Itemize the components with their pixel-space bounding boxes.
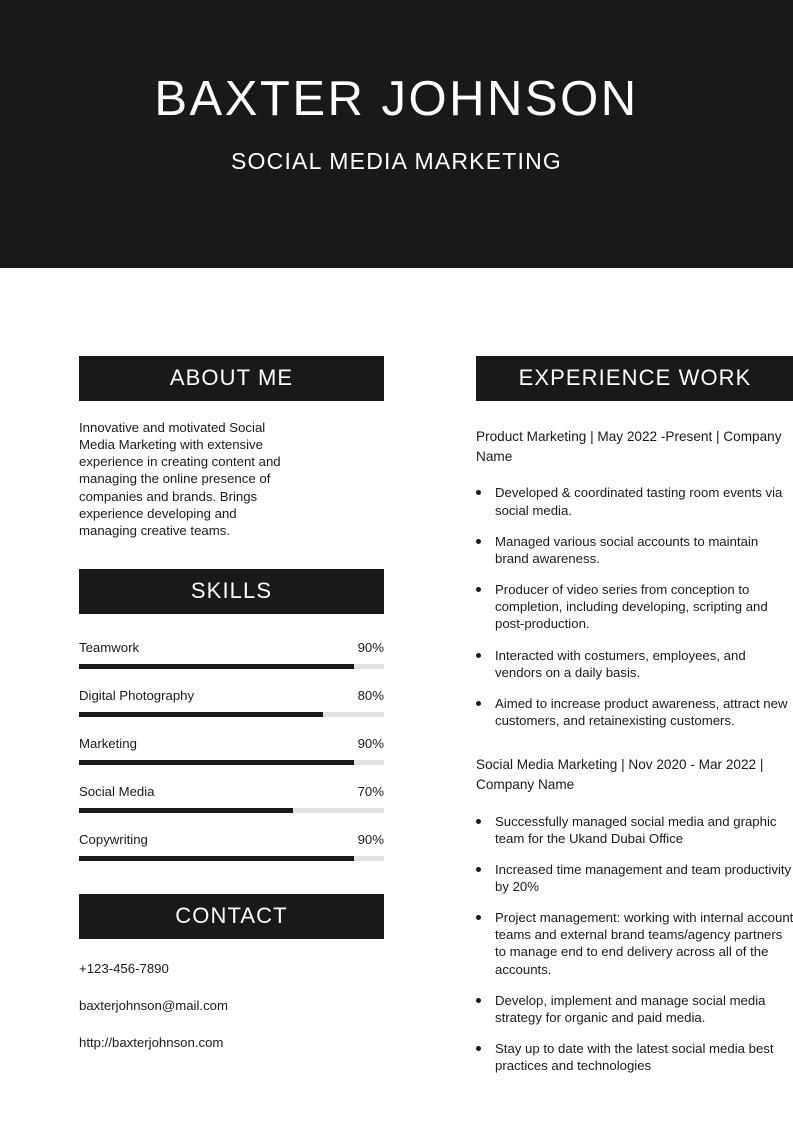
- skill-progress-track: [79, 808, 384, 813]
- skill-item: [79, 784, 384, 813]
- skill-item: [79, 640, 384, 669]
- left-column: [79, 356, 384, 1088]
- skill-value: 90%: [357, 736, 384, 752]
- job-bullet: Develop, implement and manage social media strategy for organic and paid media.: [476, 992, 793, 1026]
- page-title: BAXTER JOHNSON: [154, 71, 639, 126]
- job-title: Product Marketing | May 2022 -Present | Company Name: [476, 429, 782, 464]
- contact-website[interactable]: http://baxterjohnson.com: [79, 1035, 224, 1051]
- contact-list: [79, 961, 384, 1050]
- job-title: Social Media Marketing | Nov 2020 - Mar 2022 | Company Name: [476, 757, 764, 792]
- skill-label: Digital Photography: [79, 688, 195, 704]
- skill-label: Marketing: [79, 736, 137, 752]
- skill-item: [79, 832, 384, 861]
- experience-entry: [476, 755, 793, 1074]
- skills-list: [79, 640, 384, 861]
- job-bullet: Project management: working with internal account teams and external brand teams/agency partners to manage end to end delivery across all of the accounts.: [476, 909, 793, 978]
- job-bullets: [476, 813, 793, 1075]
- skill-label: Copywriting: [79, 832, 148, 848]
- job-bullet: Successfully managed social media and graphic team for the Ukand Dubai Office: [476, 813, 793, 847]
- skill-progress-fill: [79, 664, 354, 669]
- experience-entry: [476, 427, 793, 729]
- job-bullet: Developed & coordinated tasting room events via social media.: [476, 484, 793, 518]
- skill-value: 80%: [357, 688, 384, 704]
- skill-label: Teamwork: [79, 640, 140, 656]
- skill-progress-track: [79, 760, 384, 765]
- contact-email[interactable]: baxterjohnson@mail.com: [79, 998, 228, 1014]
- job-bullet: Stay up to date with the latest social media best practices and technologies: [476, 1040, 793, 1074]
- skill-progress-track: [79, 712, 384, 717]
- contact-section-heading: CONTACT: [79, 894, 384, 939]
- skill-progress-fill: [79, 808, 293, 813]
- about-text: Innovative and motivated Social Media Marketing with extensive experience in creating content and managing the online presence of companies and brands. Brings experience developing and managing creative teams.: [79, 420, 281, 538]
- skill-value: 70%: [357, 784, 384, 800]
- about-section-heading: ABOUT ME: [79, 356, 384, 401]
- resume-body: [0, 268, 793, 1088]
- job-bullet: Aimed to increase product awareness, attract new customers, and retainexisting customers.: [476, 695, 793, 729]
- resume-header: [0, 0, 793, 268]
- header-subtitle: SOCIAL MEDIA MARKETING: [231, 148, 562, 175]
- contact-phone: +123-456-7890: [79, 961, 169, 977]
- job-bullet: Managed various social accounts to maintain brand awareness.: [476, 533, 793, 567]
- skills-section-heading: SKILLS: [79, 569, 384, 614]
- skill-progress-fill: [79, 760, 354, 765]
- skill-label: Social Media: [79, 784, 155, 800]
- skill-item: [79, 736, 384, 765]
- job-bullet: Interacted with costumers, employees, and vendors on a daily basis.: [476, 647, 793, 681]
- skill-progress-track: [79, 856, 384, 861]
- skill-value: 90%: [357, 640, 384, 656]
- skill-value: 90%: [357, 832, 384, 848]
- skill-item: [79, 688, 384, 717]
- experience-section-heading: EXPERIENCE WORK: [476, 356, 793, 401]
- job-bullet: Increased time management and team productivity by 20%: [476, 861, 793, 895]
- skill-progress-fill: [79, 856, 354, 861]
- skill-progress-fill: [79, 712, 323, 717]
- right-column: [476, 356, 793, 1088]
- skill-progress-track: [79, 664, 384, 669]
- job-bullet: Producer of video series from conception to completion, including developing, scripting and post-production.: [476, 581, 793, 632]
- job-bullets: [476, 484, 793, 729]
